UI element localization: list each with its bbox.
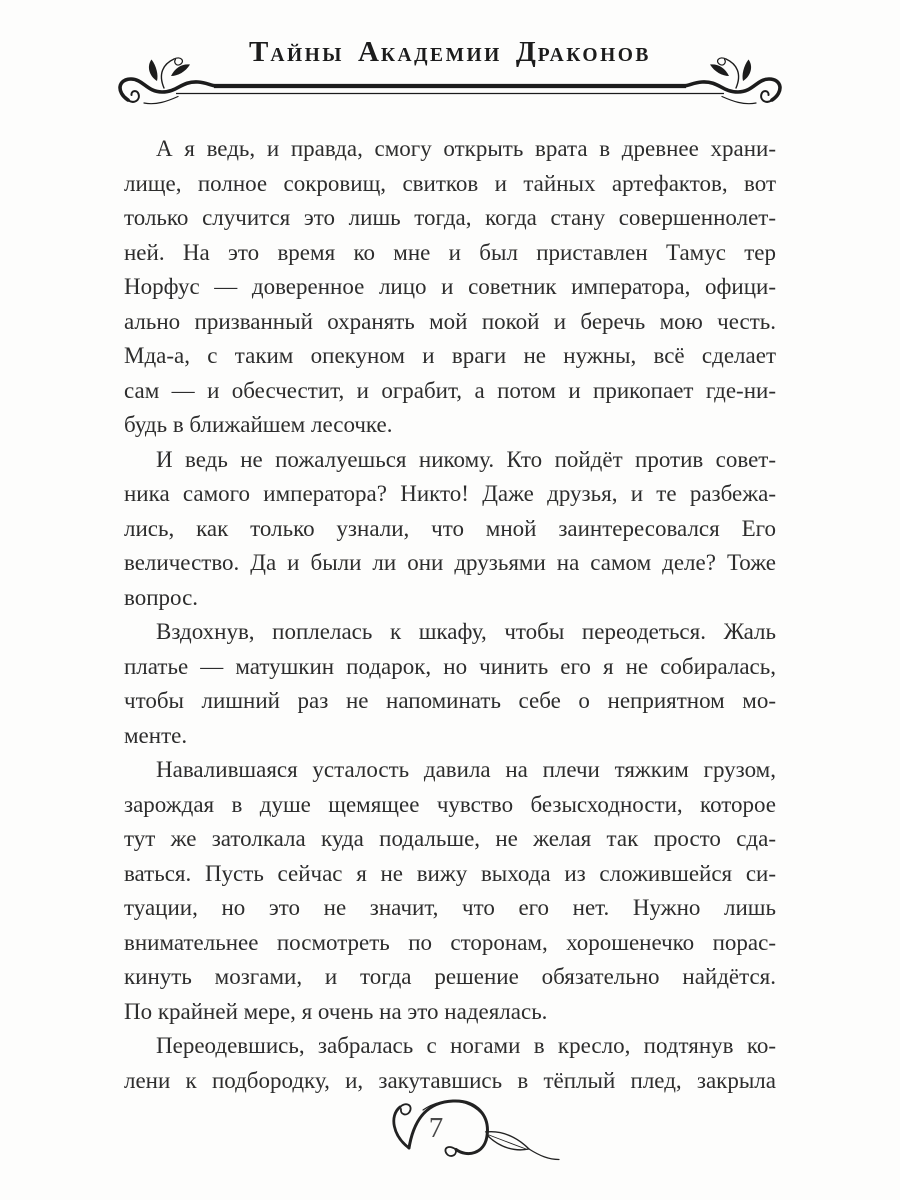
title-word: АКАДЕМИИ — [357, 36, 502, 68]
text-line: сам — и обесчестит, и ограбит, а потом и прикопает где-ни- — [124, 377, 776, 403]
text-line: ника самого императора? Никто! Даже друзья, и те разбежа- — [124, 481, 776, 506]
text-line: ально призванный охранять мой покой и беречь мою честь. — [124, 308, 776, 334]
text-line: кинуть мозгами, и тогда решение обязательно найдётся. — [124, 964, 776, 989]
text-line: менте. — [124, 722, 188, 748]
text-line: ваться. Пусть сейчас я не вижу выхода из сложившейся си- — [124, 860, 776, 886]
text-line: Вздохнув, поплелась к шкафу, чтобы переодеться. Жаль — [156, 619, 776, 644]
footer-swirl-ornament — [368, 1086, 568, 1196]
text-line: лись, как только узнали, что мной заинтересовался Его — [124, 515, 776, 541]
title-word: ТАЙНЫ — [249, 36, 344, 68]
text-line: Переодевшись, забралась с ногами в кресло, подтянув ко- — [156, 1033, 776, 1058]
text-line: величество. Да и были ли они друзьями на самом деле? Тоже — [124, 550, 776, 575]
text-line: чтобы лишний раз не напоминать себе о неприятном мо- — [124, 688, 776, 713]
text-line: Мда-а, с таким опекуном и враги не нужны, всё сделает — [124, 343, 776, 368]
text-line: зарождая в душе щемящее чувство безысходности, которое — [124, 791, 776, 817]
text-line: лени к подбородку, и, закутавшись в тёплый плед, закрыла — [124, 1067, 776, 1093]
text-line: ней. На это время ко мне и был приставлен Тамус тер — [124, 239, 776, 265]
text-line: внимательнее посмотреть по сторонам, хорошенечко порас- — [124, 929, 776, 955]
page-number: 7 — [428, 1112, 444, 1144]
text-line: По крайней мере, я очень на это надеялась. — [124, 998, 548, 1024]
text-line: будь в ближайшем лесочке. — [124, 412, 393, 437]
text-line: только случится это лишь тогда, когда стану совершеннолет- — [124, 205, 776, 230]
title-word: ДРАКОНОВ — [515, 36, 651, 68]
text-line: И ведь не пожалуешься никому. Кто пойдёт против совет- — [156, 446, 776, 472]
text-line: Норфус — доверенное лицо и советник императора, офици- — [124, 274, 776, 299]
header-flourish-ornament — [118, 52, 782, 114]
text-line: А я ведь, и правда, смогу открыть врата в древнее храни- — [156, 136, 776, 161]
text-line: Навалившаяся усталость давила на плечи тяжким грузом, — [156, 757, 776, 782]
text-line: платье — матушкин подарок, но чинить его я не собиралась, — [124, 653, 776, 679]
text-line: лище, полное сокровищ, свитков и тайных артефактов, вот — [124, 170, 776, 196]
text-line: вопрос. — [124, 584, 199, 610]
body-text — [124, 132, 776, 1098]
text-line: туации, но это не значит, что его нет. Нужно лишь — [124, 895, 776, 920]
text-line: тут же затолкала куда подальше, не желая так просто сда- — [124, 826, 776, 851]
